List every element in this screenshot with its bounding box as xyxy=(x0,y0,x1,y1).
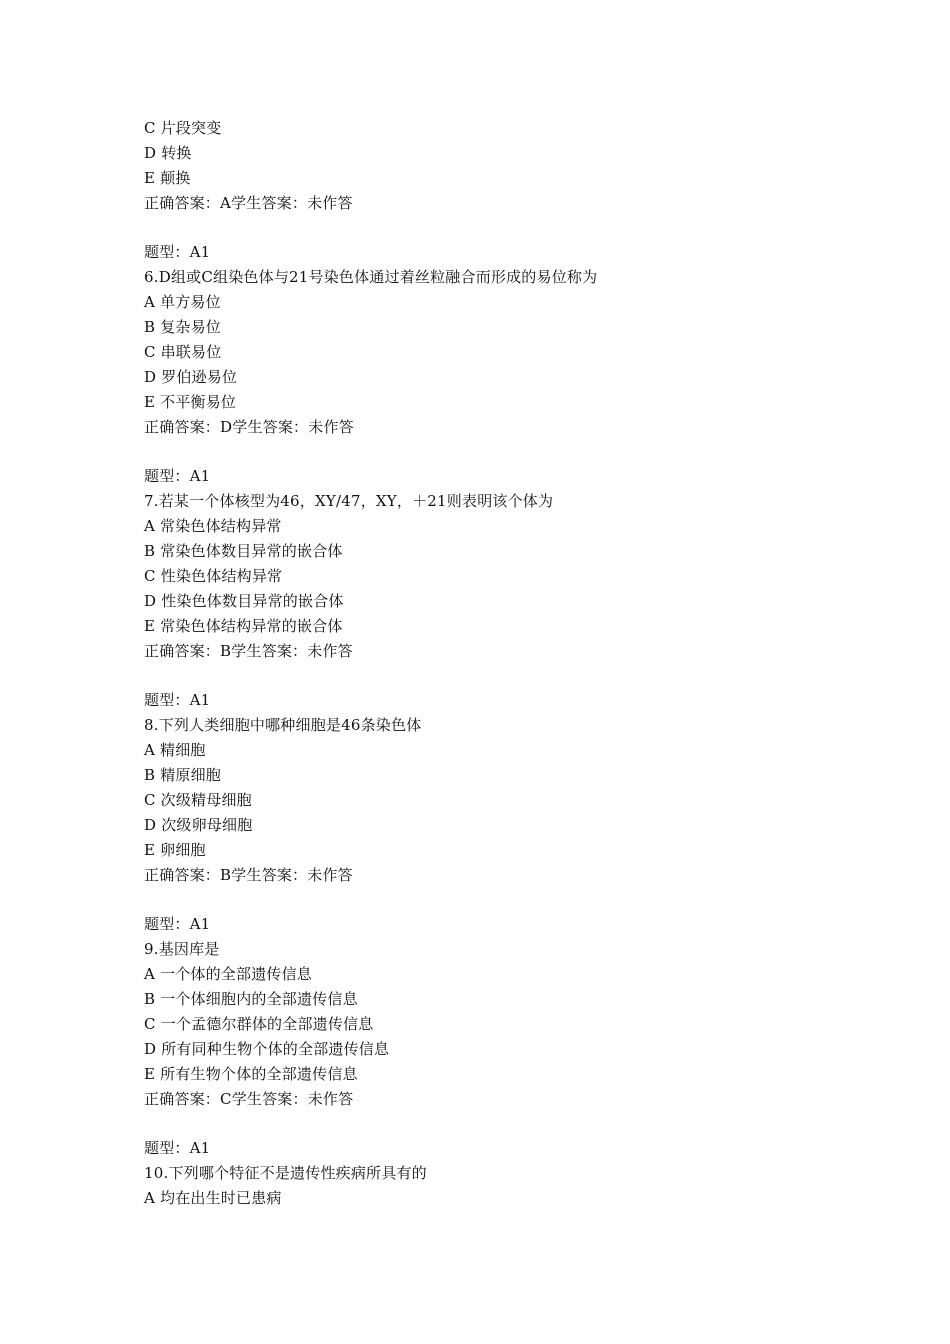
question-block xyxy=(144,1136,844,1211)
option-e: E 所有生物个体的全部遗传信息 xyxy=(144,1065,358,1083)
answer-line xyxy=(144,415,844,440)
student-answer-value: 未作答 xyxy=(307,642,353,660)
option-c: C 次级精母细胞 xyxy=(144,791,252,809)
student-answer-label: 学生答案： xyxy=(231,642,308,660)
option-d: D 罗伯逊易位 xyxy=(144,368,238,386)
question-type: 题型：A1 xyxy=(144,1139,211,1157)
option-a: A 精细胞 xyxy=(144,741,206,759)
question-block xyxy=(144,464,844,664)
option-a: A 常染色体结构异常 xyxy=(144,517,282,535)
question-block xyxy=(144,240,844,440)
correct-answer-label: 正确答案： xyxy=(144,418,221,436)
option-c: C 一个孟德尔群体的全部遗传信息 xyxy=(144,1015,374,1033)
spacer xyxy=(144,440,844,464)
option-c: C 性染色体结构异常 xyxy=(144,567,283,585)
correct-answer-value: C xyxy=(220,1090,232,1108)
correct-answer-label: 正确答案： xyxy=(144,866,221,884)
correct-answer-value: A xyxy=(220,194,232,212)
question-fragment xyxy=(144,116,844,216)
question-type: 题型：A1 xyxy=(144,243,211,261)
student-answer-label: 学生答案： xyxy=(231,866,308,884)
answer-line xyxy=(144,1087,844,1112)
option-c: C 片段突变 xyxy=(144,119,222,137)
correct-answer-value: B xyxy=(220,866,232,884)
option-e: E 颠换 xyxy=(144,169,191,187)
student-answer-value: 未作答 xyxy=(308,418,354,436)
question-list xyxy=(144,116,844,1211)
spacer xyxy=(144,1112,844,1136)
option-b: B 复杂易位 xyxy=(144,318,221,336)
answer-line xyxy=(144,639,844,664)
question-type: 题型：A1 xyxy=(144,691,211,709)
option-e: E 常染色体结构异常的嵌合体 xyxy=(144,617,343,635)
question-stem: 6.D组或C组染色体与21号染色体通过着丝粒融合而形成的易位称为 xyxy=(144,268,598,286)
spacer xyxy=(144,216,844,240)
question-block xyxy=(144,688,844,888)
correct-answer-label: 正确答案： xyxy=(144,1090,221,1108)
answer-line xyxy=(144,863,844,888)
question-block xyxy=(144,912,844,1112)
option-d: D 性染色体数目异常的嵌合体 xyxy=(144,592,344,610)
question-stem: 10.下列哪个特征不是遗传性疾病所具有的 xyxy=(144,1164,427,1182)
answer-line xyxy=(144,191,844,216)
correct-answer-label: 正确答案： xyxy=(144,642,221,660)
option-b: B 精原细胞 xyxy=(144,766,221,784)
student-answer-value: 未作答 xyxy=(307,194,353,212)
correct-answer-value: D xyxy=(220,418,233,436)
spacer xyxy=(144,888,844,912)
option-d: D 次级卵母细胞 xyxy=(144,816,253,834)
question-type: 题型：A1 xyxy=(144,915,211,933)
option-a: A 均在出生时已患病 xyxy=(144,1189,282,1207)
option-d: D 转换 xyxy=(144,144,192,162)
option-e: E 卵细胞 xyxy=(144,841,206,859)
option-b: B 常染色体数目异常的嵌合体 xyxy=(144,542,343,560)
option-a: A 单方易位 xyxy=(144,293,221,311)
question-stem: 8.下列人类细胞中哪种细胞是46条染色体 xyxy=(144,716,422,734)
correct-answer-label: 正确答案： xyxy=(144,194,221,212)
student-answer-value: 未作答 xyxy=(307,866,353,884)
option-e: E 不平衡易位 xyxy=(144,393,237,411)
question-stem: 7.若某一个体核型为46，XY/47，XY，＋21则表明该个体为 xyxy=(144,492,554,510)
spacer xyxy=(144,664,844,688)
correct-answer-value: B xyxy=(220,642,232,660)
question-stem: 9.基因库是 xyxy=(144,940,220,958)
option-c: C 串联易位 xyxy=(144,343,222,361)
student-answer-label: 学生答案： xyxy=(232,418,309,436)
student-answer-label: 学生答案： xyxy=(231,1090,308,1108)
student-answer-label: 学生答案： xyxy=(231,194,308,212)
question-type: 题型：A1 xyxy=(144,467,211,485)
student-answer-value: 未作答 xyxy=(307,1090,354,1108)
option-d: D 所有同种生物个体的全部遗传信息 xyxy=(144,1040,390,1058)
option-b: B 一个体细胞内的全部遗传信息 xyxy=(144,990,358,1008)
option-a: A 一个体的全部遗传信息 xyxy=(144,965,313,983)
